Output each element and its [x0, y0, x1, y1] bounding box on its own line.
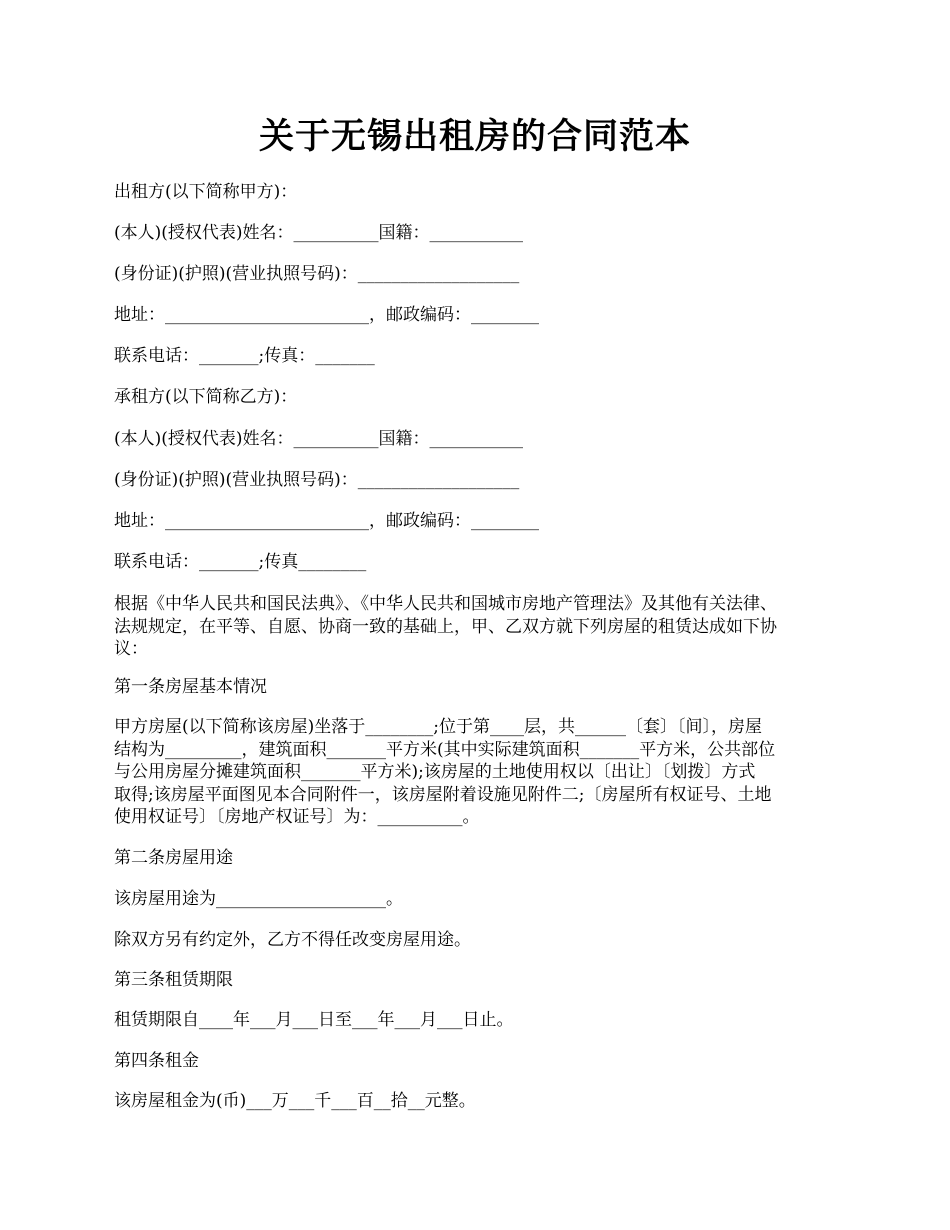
article4-rent-line: 该房屋租金为(币)___万___千___百__拾__元整。 [114, 1091, 476, 1111]
article1-line: 结构为_________，建筑面积_______平方米(其中实际建筑面积_______平方米，公共部位 [114, 739, 776, 760]
document-title: 关于无锡出租房的合同范本 [258, 116, 691, 157]
article1-heading: 第一条房屋基本情况 [114, 677, 267, 697]
preamble-line: 根据《中华人民共和国民法典》、《中华人民共和国城市房地产管理法》及其他有关法律、 [114, 594, 777, 614]
preamble-line: 法规规定，在平等、自愿、协商一致的基础上，甲、乙双方就下列房屋的租赁达成如下协 [114, 616, 777, 637]
lessor-heading: 出租方(以下简称甲方)： [114, 182, 298, 202]
lessor-address-line: 地址：________________________，邮政编码：________ [114, 305, 539, 325]
article2-heading: 第二条房屋用途 [114, 848, 233, 868]
article1-paragraph [114, 716, 859, 829]
preamble-paragraph [114, 593, 859, 661]
article4-heading: 第四条租金 [114, 1051, 199, 1071]
article2-restriction-line: 除双方另有约定外，乙方不得任改变房屋用途。 [114, 930, 471, 950]
article1-line: 使用权证号〕〔房地产权证号〕为：__________。 [114, 807, 480, 827]
lessor-phone-line: 联系电话：_______;传真：_______ [114, 346, 375, 366]
lessee-address-line: 地址：________________________，邮政编码：________ [114, 511, 539, 531]
article3-heading: 第三条租赁期限 [114, 970, 233, 990]
article1-line: 取得;该房屋平面图见本合同附件一，该房屋附着设施见附件二;〔房屋所有权证号、土地 [114, 784, 772, 805]
article1-line: 甲方房屋(以下简称该房屋)坐落于________;位于第____层，共______〔套〕〔间〕，房屋 [114, 717, 762, 737]
preamble-line: 议： [114, 639, 148, 659]
lessee-heading: 承租方(以下简称乙方)： [114, 387, 298, 407]
lessee-id-line: (身份证)(护照)(营业执照号码)：___________________ [114, 470, 520, 490]
article2-use-line: 该房屋用途为____________________。 [114, 889, 403, 909]
lessor-id-line: (身份证)(护照)(营业执照号码)：___________________ [114, 264, 520, 284]
article3-term-line: 租赁期限自____年___月___日至___年___月___日止。 [114, 1010, 514, 1030]
lessee-name-line: (本人)(授权代表)姓名：__________国籍：___________ [114, 429, 524, 449]
lessor-name-line: (本人)(授权代表)姓名：__________国籍：___________ [114, 223, 524, 243]
lessee-phone-line: 联系电话：_______;传真________ [114, 552, 367, 572]
article1-line: 与公用房屋分摊建筑面积_______平方米);该房屋的土地使用权以〔出让〕〔划拨〕方式 [114, 762, 756, 782]
